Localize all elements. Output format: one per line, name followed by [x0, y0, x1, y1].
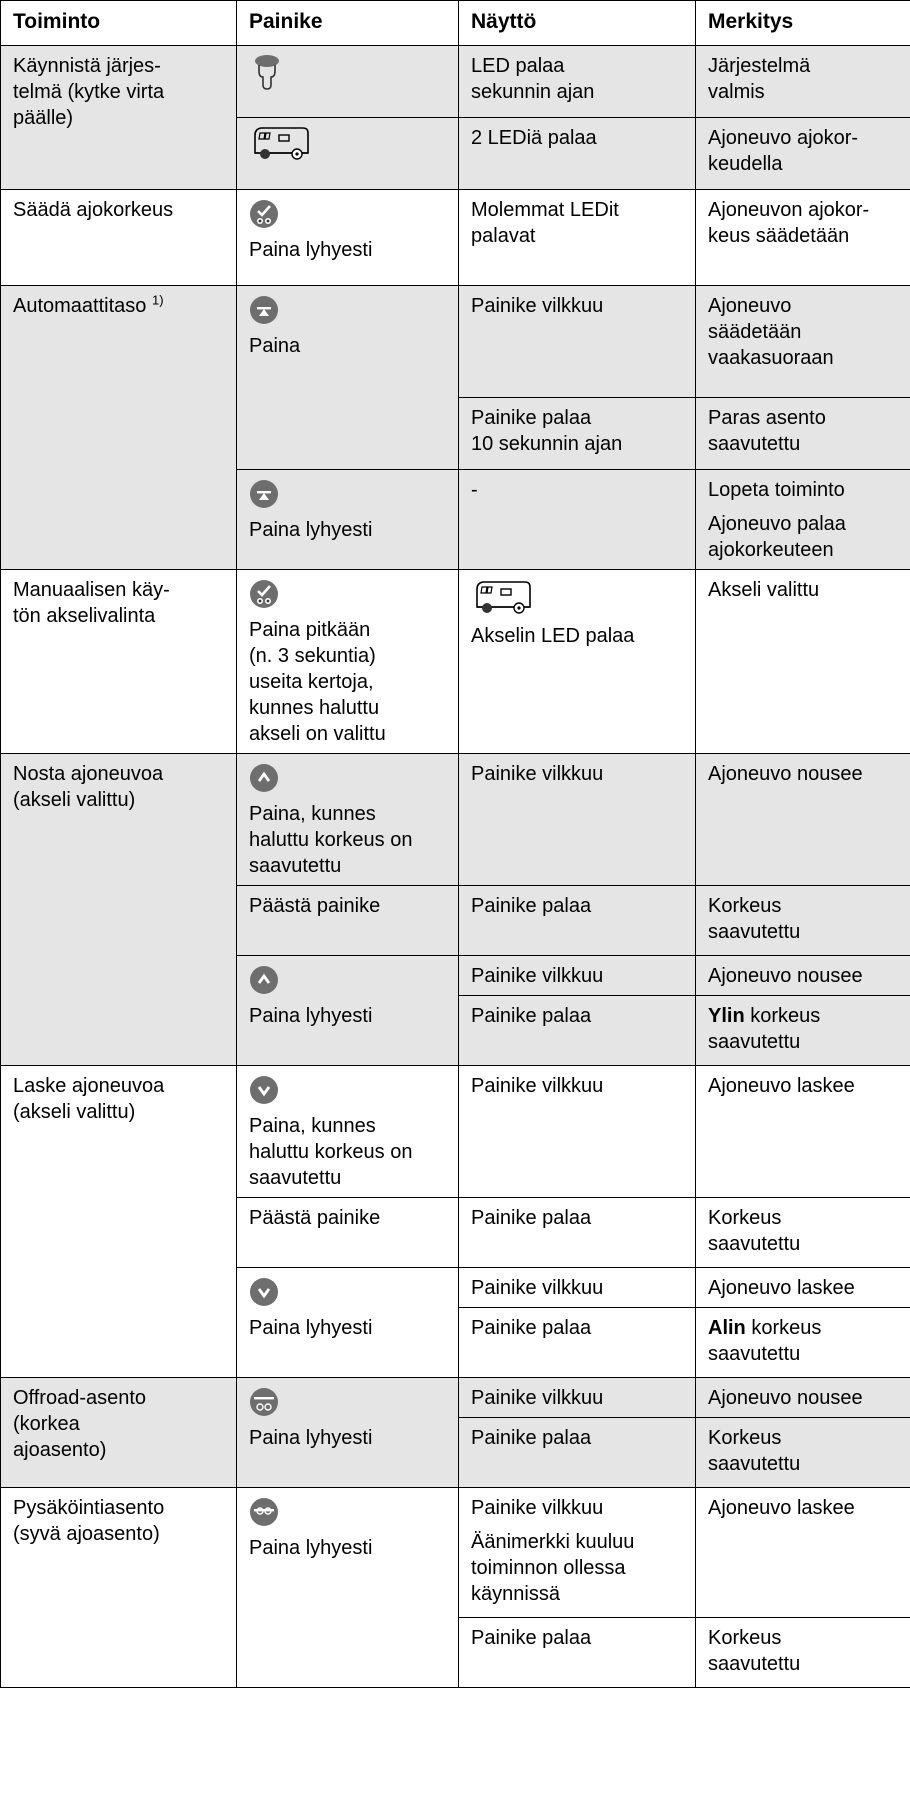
button-cell: Paina — [237, 286, 459, 470]
function-power-on: Käynnistä järjes- telmä (kytke virta päälle) — [1, 46, 237, 190]
display-cell: Painike vilkkuu — [459, 1378, 696, 1418]
button-cell: Paina lyhyesti — [237, 1268, 459, 1378]
display-cell: 2 LEDiä palaa — [459, 118, 696, 190]
motorhome-icon — [471, 579, 533, 615]
meaning-cell: Akseli valittu — [696, 570, 910, 754]
table-header — [1, 1, 910, 46]
meaning-cell: Alin korkeus saavutettu — [696, 1308, 910, 1378]
table-row — [1, 1066, 910, 1198]
button-cell: Paina lyhyesti — [237, 956, 459, 1066]
display-cell: Painike vilkkuu — [459, 1066, 696, 1198]
button-cell: Paina, kunnes haluttu korkeus on saavutettu — [237, 1066, 459, 1198]
button-cell: Paina, kunnes haluttu korkeus on saavutettu — [237, 754, 459, 886]
button-cell: Paina lyhyesti — [237, 1378, 459, 1488]
auto-level-icon — [249, 295, 279, 325]
header-meaning: Merkitys — [696, 1, 910, 46]
function-offroad: Offroad-asento (korkea ajoasento) — [1, 1378, 237, 1488]
down-arrow-icon — [249, 1075, 279, 1105]
table-row — [1, 1488, 910, 1618]
display-cell: Painike palaa — [459, 1418, 696, 1488]
meaning-cell: Ajoneuvo nousee — [696, 754, 910, 886]
function-lower: Laske ajoneuvoa (akseli valittu) — [1, 1066, 237, 1378]
button-cell — [237, 46, 459, 118]
meaning-cell: Ylin korkeus saavutettu — [696, 996, 910, 1066]
display-cell: Painike palaa 10 sekunnin ajan — [459, 398, 696, 470]
button-cell: Päästä painike — [237, 1198, 459, 1268]
display-cell: Akselin LED palaa — [459, 570, 696, 754]
display-cell: Painike palaa — [459, 886, 696, 956]
table-row — [1, 754, 910, 886]
meaning-cell: Ajoneuvo nousee — [696, 956, 910, 996]
function-parking: Pysäköintiasento (syvä ajoasento) — [1, 1488, 237, 1688]
function-ride-height: Säädä ajokorkeus — [1, 190, 237, 286]
button-cell: Paina pitkään (n. 3 sekuntia) useita kertoja, kunnes haluttu akseli on valittu — [237, 570, 459, 754]
display-cell: Painike palaa — [459, 1198, 696, 1268]
header-display: Näyttö — [459, 1, 696, 46]
meaning-cell: Lopeta toiminto Ajoneuvo palaa ajokorkeuteen — [696, 470, 910, 570]
ride-height-icon — [249, 579, 279, 609]
header-function: Toiminto — [1, 1, 237, 46]
meaning-cell: Ajoneuvo ajokor- keudella — [696, 118, 910, 190]
table-row — [1, 46, 910, 118]
meaning-cell: Ajoneuvo laskee — [696, 1488, 910, 1618]
display-cell: Painike vilkkuu — [459, 754, 696, 886]
display-cell: Painike vilkkuu — [459, 956, 696, 996]
down-arrow-icon — [249, 1277, 279, 1307]
display-cell: Painike palaa — [459, 1618, 696, 1688]
meaning-cell: Ajoneuvo säädetään vaakasuoraan — [696, 286, 910, 398]
display-cell: Painike vilkkuu — [459, 286, 696, 398]
up-arrow-icon — [249, 965, 279, 995]
function-auto-level: Automaattitaso $^{1)}$ — [1, 286, 237, 570]
display-cell: Painike vilkkuu — [459, 1268, 696, 1308]
button-cell: Paina lyhyesti — [237, 1488, 459, 1688]
display-cell: Painike palaa — [459, 1308, 696, 1378]
display-cell: Painike vilkkuu Äänimerkki kuuluu toiminnon ollessa käynnissä — [459, 1488, 696, 1618]
header-button: Painike — [237, 1, 459, 46]
meaning-cell: Paras asento saavutettu — [696, 398, 910, 470]
ride-height-icon — [249, 199, 279, 229]
meaning-cell: Ajoneuvo laskee — [696, 1066, 910, 1198]
power-knob-icon — [249, 53, 285, 93]
meaning-cell: Ajoneuvon ajokor- keus säädetään — [696, 190, 910, 286]
up-arrow-icon — [249, 763, 279, 793]
display-cell: Painike palaa — [459, 996, 696, 1066]
offroad-icon — [249, 1387, 279, 1417]
button-cell: Paina lyhyesti — [237, 470, 459, 570]
parking-icon — [249, 1497, 279, 1527]
table-row — [1, 190, 910, 286]
table-row — [1, 286, 910, 398]
button-cell: Paina lyhyesti — [237, 190, 459, 286]
meaning-cell: Korkeus saavutettu — [696, 1198, 910, 1268]
meaning-cell: Järjestelmä valmis — [696, 46, 910, 118]
motorhome-icon — [249, 125, 311, 161]
function-raise: Nosta ajoneuvoa (akseli valittu) — [1, 754, 237, 1066]
auto-level-icon — [249, 479, 279, 509]
meaning-cell: Ajoneuvo nousee — [696, 1378, 910, 1418]
meaning-cell: Korkeus saavutettu — [696, 1418, 910, 1488]
table-row — [1, 570, 910, 754]
meaning-cell: Ajoneuvo laskee — [696, 1268, 910, 1308]
function-axle-select: Manuaalisen käy- tön akselivalinta — [1, 570, 237, 754]
meaning-cell: Korkeus saavutettu — [696, 1618, 910, 1688]
button-cell: Päästä painike — [237, 886, 459, 956]
display-cell: LED palaa sekunnin ajan — [459, 46, 696, 118]
table-row — [1, 1378, 910, 1418]
display-cell: Molemmat LEDit palavat — [459, 190, 696, 286]
display-cell: - — [459, 470, 696, 570]
button-cell — [237, 118, 459, 190]
meaning-cell: Korkeus saavutettu — [696, 886, 910, 956]
